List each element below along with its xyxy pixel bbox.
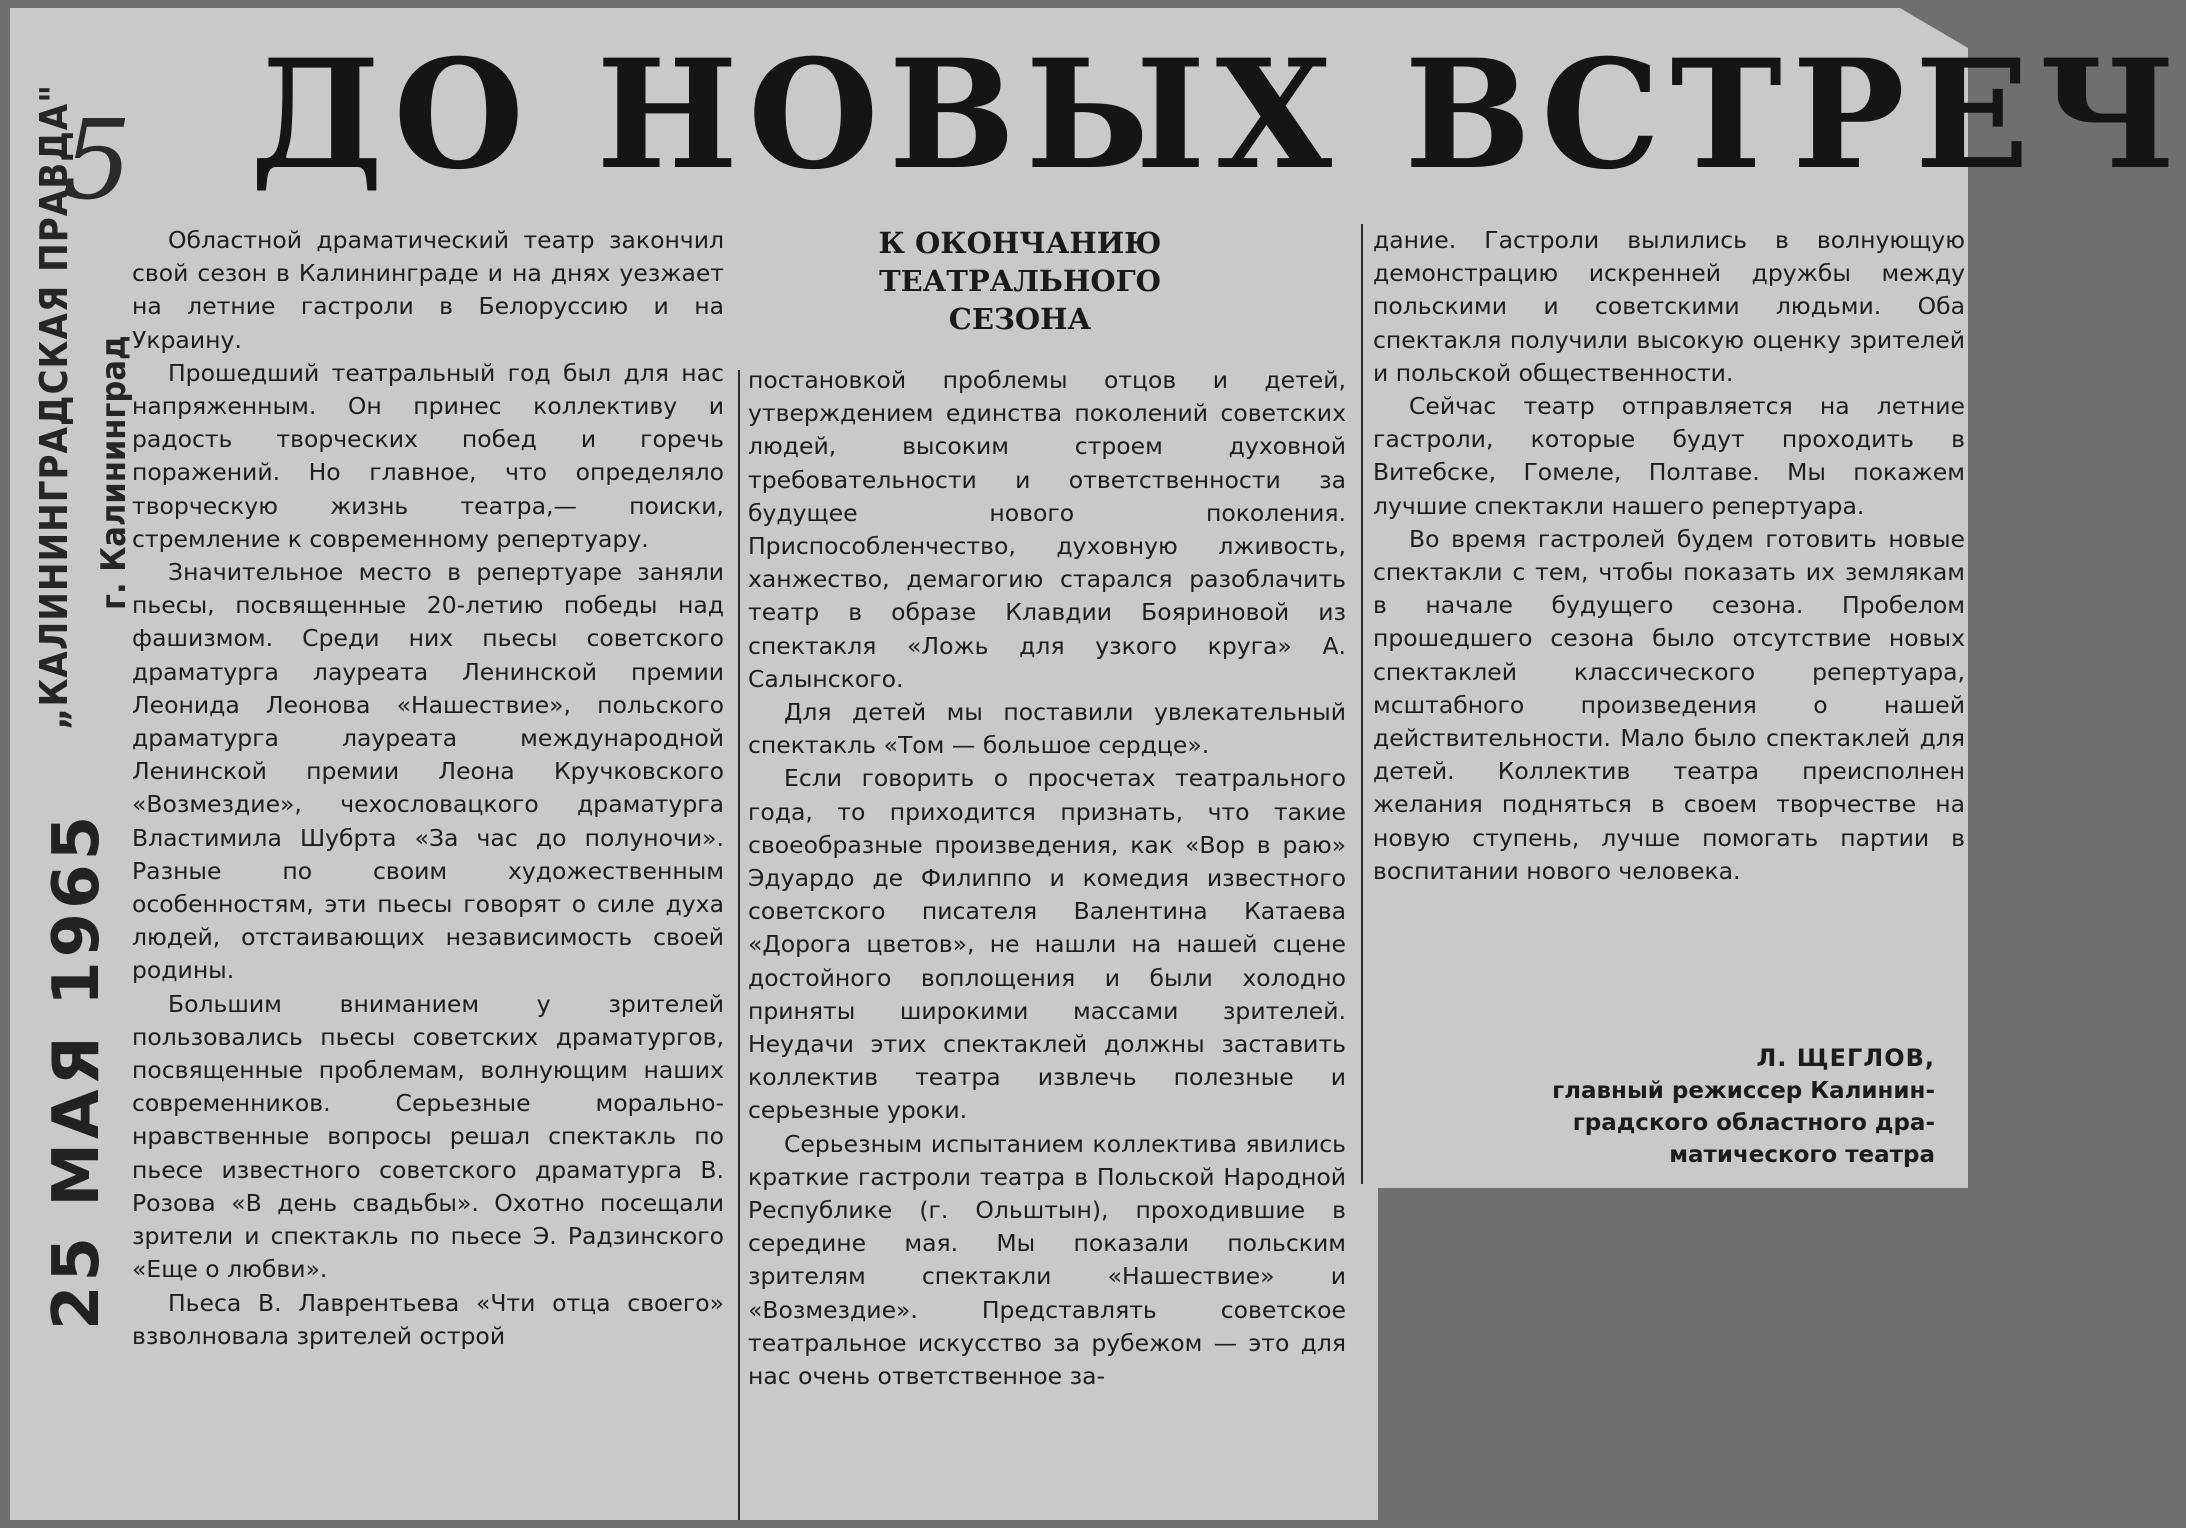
- newspaper-name: „КАЛИНИНГРАДСКАЯ ПРАВДА": [32, 83, 76, 730]
- newspaper-city: г. Калининград: [94, 335, 134, 610]
- article-column-3: [1373, 224, 1965, 888]
- article-column-2: [748, 364, 1346, 1393]
- author-title-line: градского областного дра-: [1572, 1110, 1935, 1136]
- paragraph: постановкой проблемы отцов и детей, утверждением единства поколений советских людей, высоким строем духовной требовательности и ответственности за будущее нового поколения. Приспособленчество, духовную лживость, ханжество, демагогию старался разоблачить театр в образе Клавдии Бояриновой из спектакля «Ложь для узкого круга» А. Салынского.: [748, 366, 1346, 693]
- author-title-line: матического театра: [1669, 1142, 1935, 1168]
- paragraph: Областной драматический театр закончил свой сезон в Калининграде и на днях уезжает на летние гастроли в Белоруссию и на Украину.: [132, 226, 724, 354]
- column-divider: [738, 370, 740, 1520]
- paragraph: Во время гастролей будем готовить новые спектакли с тем, чтобы показать их землякам в начале будущего сезона. Пробелом прошедшего сезона было отсутствие новых спектаклей классического репертуара, мсштабного произведения о нашей действительности. Мало было спектаклей для детей. Коллектив театра преисполнен желания подняться в своем творчестве на новую ступень, лучше помогать партии в воспитании нового человека.: [1373, 524, 1965, 885]
- paragraph: Если говорить о просчетах театрального года, то приходится признать, что такие своеобразные произведения, как «Вор в раю» Эдуардо де Филиппо и комедия известного советского писателя Валентина Катаева «Дорога цветов», не нашли на нашей сцене достойного воплощения и были холодно приняты широкими массами зрителей. Неудачи этих спектаклей должны заставить коллектив театра извлечь полезные и серьезные уроки.: [748, 764, 1346, 1125]
- article-subhead: [820, 224, 1220, 338]
- subhead-line: К ОКОНЧАНИЮ: [878, 226, 1162, 260]
- paragraph: Пьеса В. Лаврентьева «Чти отца своего» взволновала зрителей острой: [132, 1288, 724, 1350]
- handwritten-mark: 5: [62, 96, 132, 224]
- paragraph: Большим вниманием у зрителей пользовались пьесы советских драматургов, посвященные проблемам, волнующим наших современников. Серьезные морально-нравственные вопросы решал спектакль по пьесе известного советского драматурга В. Розова «В день свадьбы». Охотно посещали зрители и спектакль по пьесе Э. Радзинского «Еще о любви».: [132, 989, 724, 1284]
- date-stamp: 25 МАЯ 1965: [40, 811, 114, 1330]
- article-column-1: [132, 224, 724, 1353]
- paragraph: дание. Гастроли вылились в волнующую демонстрацию искренней дружбы между польскими и советскими людьми. Оба спектакля получили высокую оценку зрителей и польской общественности.: [1373, 226, 1965, 387]
- paragraph: Сейчас театр отправляется на летние гастроли, которые будут проходить в Витебске, Гомеле, Полтаве. Мы покажем лучшие спектакли нашего репертуара.: [1373, 392, 1965, 520]
- author-title-line: главный режиссер Калинин-: [1552, 1078, 1935, 1104]
- author-signature: [1380, 1042, 1935, 1171]
- newspaper-stamp: [22, 83, 142, 730]
- paragraph: Значительное место в репертуаре заняли пьесы, посвященные 20-летию победы над фашизмом. Среди них пьесы советского драматурга лауреата Ленинской премии Леонида Леонова «Нашествие», польского драматурга лауреата международной Ленинской премии Леона Кручковского «Возмездие», чехословацкого драматурга Властимила Шубрта «За час до полуночи». Разные по своим художественным особенностям, эти пьесы говорят о силе духа людей, отстаивающих независимость своей родины.: [132, 558, 724, 985]
- paragraph: Для детей мы поставили увлекательный спектакль «Том — большое сердце».: [748, 698, 1346, 760]
- author-name: Л. ЩЕГЛОВ,: [1756, 1044, 1935, 1072]
- column-divider: [1361, 224, 1363, 1184]
- subhead-line: СЕЗОНА: [948, 302, 1092, 336]
- article-headline: ДО НОВЫХ ВСТРЕЧ: [250, 27, 2186, 203]
- subhead-line: ТЕАТРАЛЬНОГО: [879, 264, 1161, 298]
- paragraph: Прошедший театральный год был для нас напряженным. Он принес коллективу и радость творческих побед и горечь поражений. Но главное, что определяло творческую жизнь театра,— поиски, стремление к современному репертуару.: [132, 358, 724, 553]
- paragraph: Серьезным испытанием коллектива явились краткие гастроли театра в Польской Народной Республике (г. Ольштын), проходившие в середине мая. Мы показали польским зрителям спектакли «Нашествие» и «Возмездие». Представлять советское театральное искусство за рубежом — это для нас очень ответственное за-: [748, 1129, 1346, 1391]
